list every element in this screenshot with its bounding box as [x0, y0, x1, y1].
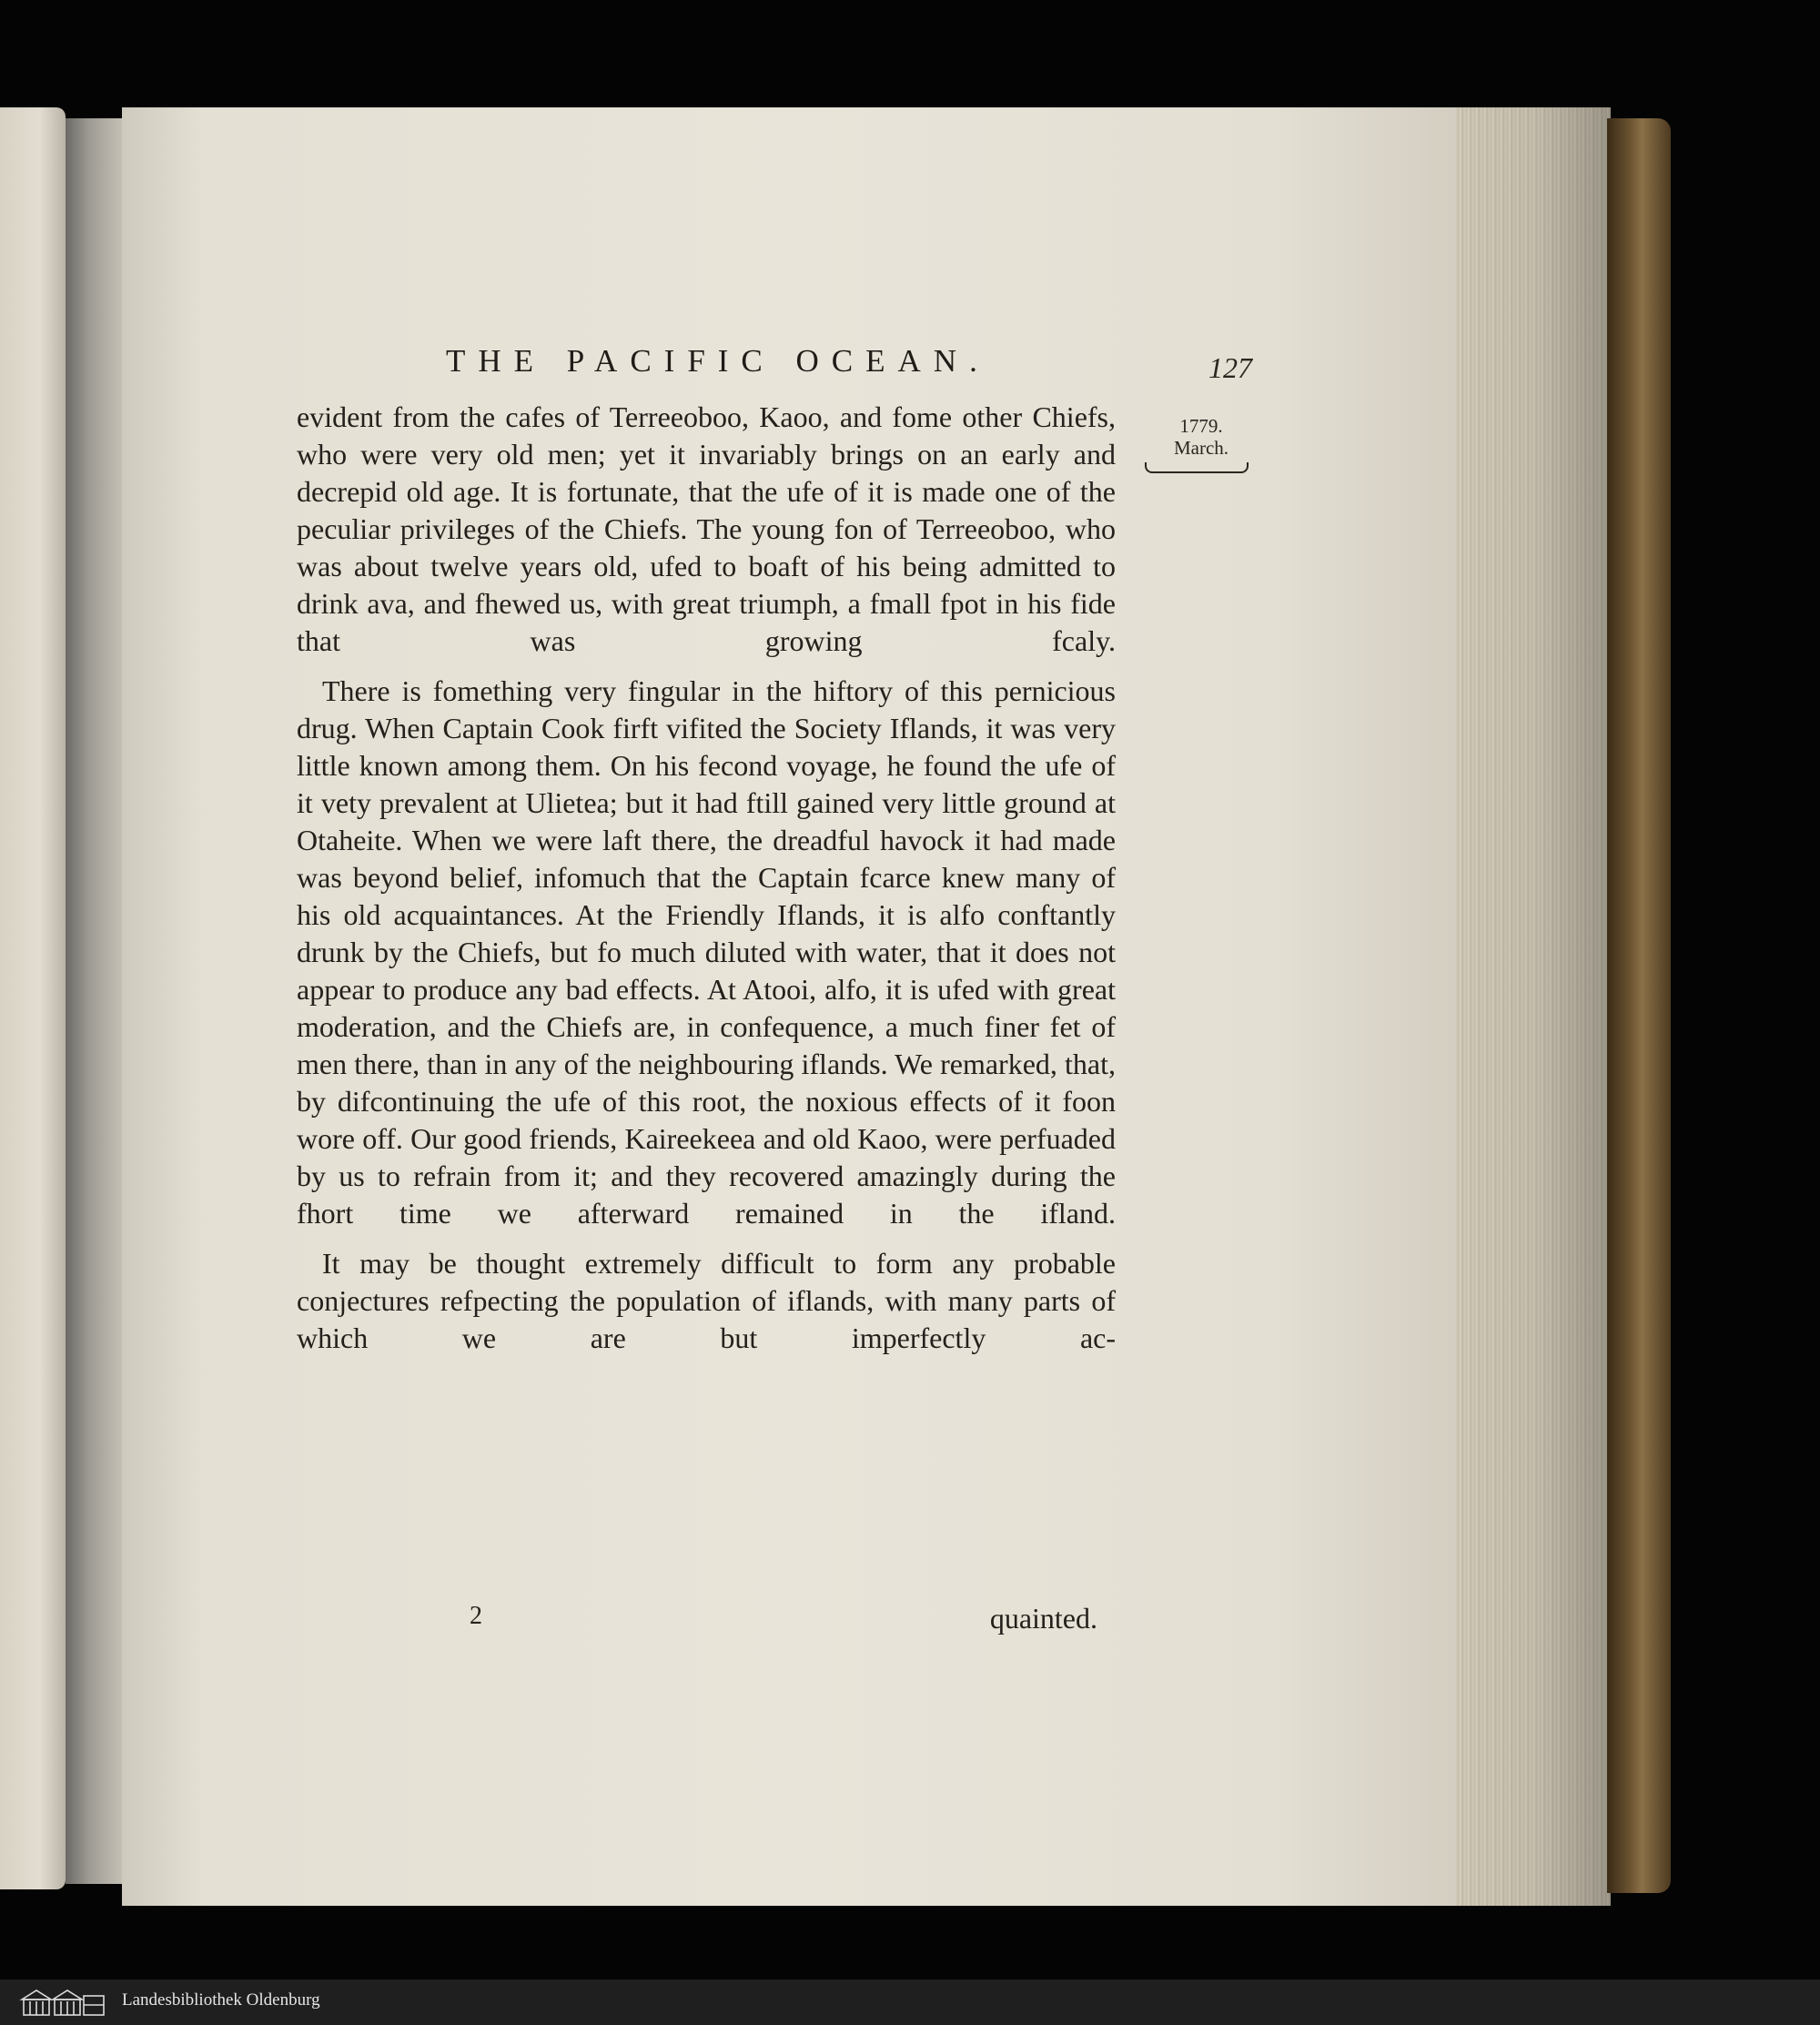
page-number: 127	[1208, 351, 1252, 384]
footer-bar	[0, 1979, 1820, 2025]
paragraph-3: It may be thought extremely difficult to form any probable conjectures refpecting the population of iflands, with many parts of which we are but imperfectly ac-	[297, 1247, 1116, 1354]
gutter-shadow	[66, 118, 126, 1884]
signature-mark: 2	[470, 1602, 482, 1630]
body-text	[297, 399, 1116, 1370]
margin-note	[1147, 415, 1256, 459]
catchword: quainted.	[989, 1602, 1097, 1635]
running-head: THE PACIFIC OCEAN.	[446, 343, 990, 379]
library-building-icon	[18, 1987, 109, 2018]
left-page-edge	[0, 107, 66, 1889]
margin-brace	[1145, 462, 1249, 473]
page-edges-shade	[1456, 107, 1611, 1906]
book-cover	[1607, 118, 1671, 1893]
paragraph-2: There is fomething very fingular in the hiftory of this pernicious drug. When Captain Cook firft vifited the Society Iflands, it was very little known among them. On his fecond voyage, he found the ufe of it vety prevalent at Ulietea; but it had ftill gained very little ground at Otaheite. When we were laft there, the dreadful havock it had made was beyond belief, infomuch that the Captain fcarce knew many of his old acquaintances. At the Friendly Iflands, it is alfo conftantly drunk by the Chiefs, but fo much diluted with water, that it does not appear to produce any bad effects. At Atooi, alfo, it is ufed with great moderation, and the Chiefs are, in confequence, a much finer fet of men there, than in any of the neighbouring iflands. We remarked, that, by difcontinuing the ufe of this root, the noxious effects of it foon wore off. Our good friends, Kaireekeea and old Kaoo, were perfuaded by us to refrain from it; and they recovered amazingly during the fhort time we afterward remained in the ifland.	[297, 674, 1116, 1230]
library-name: Landesbibliothek Oldenburg	[122, 1990, 320, 2010]
margin-note-year: 1779.	[1179, 415, 1223, 437]
margin-note-month: March.	[1173, 437, 1229, 459]
paragraph-1: evident from the cafes of Terreeoboo, Kaoo, and fome other Chiefs, who were very old men; yet it invariably brings on an early and decrepid old age. It is fortunate, that the ufe of it is made one of the peculiar privileges of the Chiefs. The young fon of Terreeoboo, who was about twelve years old, ufed to boaft of his being admitted to drink ava, and fhewed us, with great triumph, a fmall fpot in his fide that was growing fcaly.	[297, 400, 1116, 657]
